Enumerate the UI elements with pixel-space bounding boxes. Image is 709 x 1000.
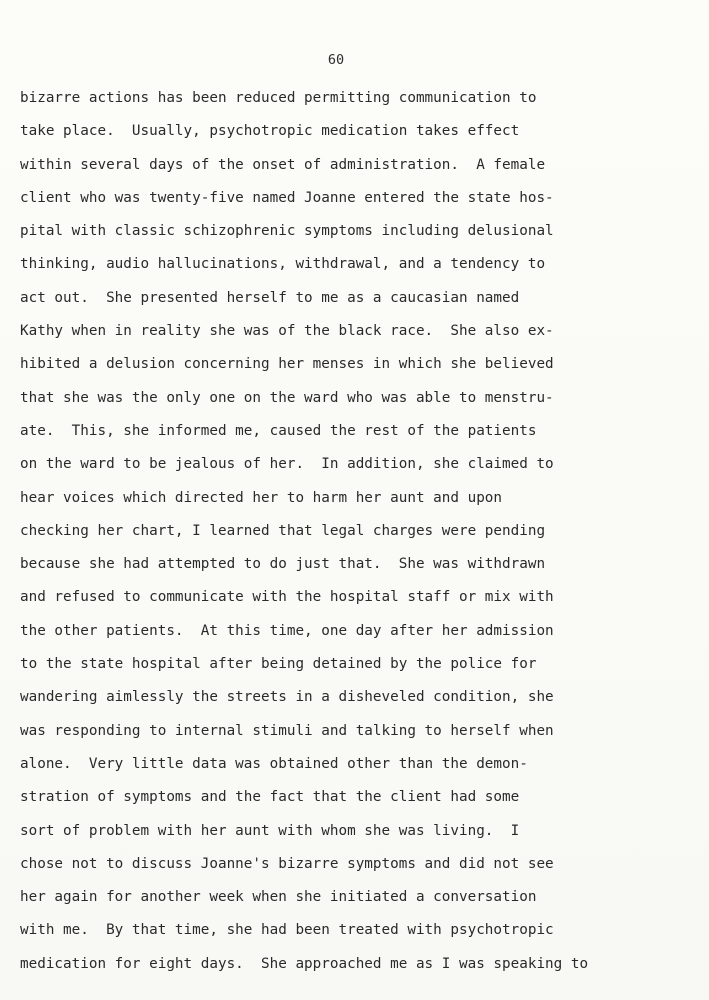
- text-line: her again for another week when she initiated a conversation: [20, 889, 537, 906]
- text-line: within several days of the onset of administration. A female: [20, 156, 546, 173]
- text-line: sort of problem with her aunt with whom she was living. I: [20, 822, 520, 839]
- text-line: to the state hospital after being detained by the police for: [20, 656, 537, 673]
- text-line: and refused to communicate with the hospital staff or mix with: [20, 589, 554, 606]
- text-line: chose not to discuss Joanne's bizarre symptoms and did not see: [20, 855, 554, 872]
- text-line: checking her chart, I learned that legal charges were pending: [20, 522, 546, 539]
- text-line: hear voices which directed her to harm her aunt and upon: [20, 489, 503, 506]
- text-line: thinking, audio hallucinations, withdrawal, and a tendency to: [20, 256, 546, 273]
- text-line: on the ward to be jealous of her. In addition, she claimed to: [20, 456, 554, 473]
- text-line: bizarre actions has been reduced permitting communication to: [20, 90, 537, 106]
- text-line: Kathy when in reality she was of the black race. She also ex-: [20, 323, 554, 340]
- text-line: hibited a delusion concerning her menses in which she believed: [20, 356, 554, 373]
- text-line: stration of symptoms and the fact that the client had some: [20, 789, 520, 806]
- text-line: because she had attempted to do just that. She was withdrawn: [20, 556, 546, 573]
- text-line: ate. This, she informed me, caused the rest of the patients: [20, 422, 537, 439]
- text-line: alone. Very little data was obtained other than the demon-: [20, 755, 528, 772]
- text-line: with me. By that time, she had been treated with psychotropic: [20, 922, 554, 939]
- text-line: client who was twenty-five named Joanne entered the state hos-: [20, 189, 554, 206]
- text-line: was responding to internal stimuli and talking to herself when: [20, 722, 554, 739]
- body-text: [20, 86, 700, 985]
- text-line: the other patients. At this time, one day after her admission: [20, 622, 554, 639]
- text-line: that she was the only one on the ward who was able to menstru-: [20, 389, 554, 406]
- text-line: medication for eight days. She approached me as I was speaking to: [20, 955, 589, 972]
- text-line: wandering aimlessly the streets in a disheveled condition, she: [20, 689, 554, 706]
- page-number: 60: [327, 52, 345, 68]
- text-line: take place. Usually, psychotropic medication takes effect: [20, 123, 520, 140]
- text-line: act out. She presented herself to me as a caucasian named: [20, 289, 520, 306]
- text-line: pital with classic schizophrenic symptoms including delusional: [20, 223, 554, 240]
